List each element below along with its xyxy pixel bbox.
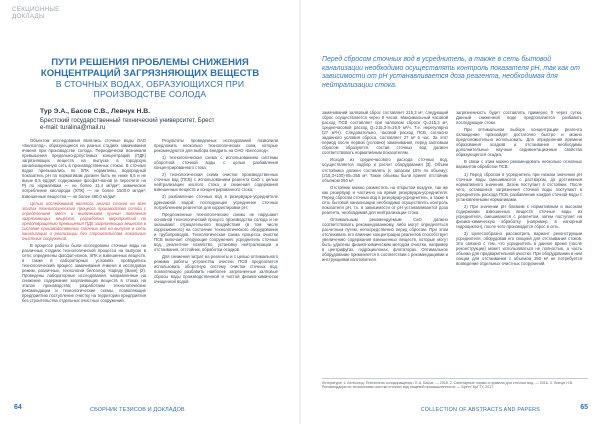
- authors: Тур Э.А., Басов С.В., Левчук Н.В.: [40, 108, 151, 115]
- section-tag: СЕКЦИОННЫЕ ДОКЛАДЫ: [12, 6, 60, 21]
- paragraph: 1) Перед сбросом в усреднитель при низком значении pH сточные воды смешиваются с раствором, до достижения нормативного значения. Затем поступает в отстойник. После чего, оставшиеся загрязнения сточной воды поступают в усреднитель расхода ПСВ, разбавление каждой сточной воды с установленными нормативами.: [456, 171, 582, 202]
- left-column-1: [22, 138, 146, 306]
- paragraph: Результаты проведенных исследований позволили предложить несколько технологических схем, которые рекомендуются для выбора внедрить на ОАО «Белсолод»:: [154, 138, 278, 154]
- right-column-2: [456, 110, 582, 268]
- footer-text: СБОРНИК ТЕЗИСОВ И ДОКЛАДОВ: [90, 407, 185, 413]
- pull-quote: Перед сбросом сточных вод в усреднитель, а также в сеть бытовой канализации необходимо осуществлять контроль показателя pH, так как от зависимости от pH устанавливается доза реагента, необходимая для нейтрализации стока.: [322, 56, 580, 89]
- paragraph: Для снижения затрат на реагенты и с целью оптимального режима работы устроиства очистки ПСВ предлагается использовать оборотную систему очистки сточных вод, позволяющую разбавить наиболее загрязненные залповые сбросы воды производственной и чистой физико-химически очищенной водой.: [154, 253, 278, 285]
- paragraph: При оптимальном выборе концентрации реагента охлаждение произойдет достаточно быстро и можно предположительно использовать. Для определения времени образования осадков и отстаивания необходимы дополнительные научные седиментационные свойства образующегося осадка.: [456, 127, 582, 158]
- page-number: 64: [14, 404, 22, 411]
- affiliation: Брестский государственный технический университет, Брест: [40, 117, 215, 124]
- paragraph: 2) При значении pH близким к нормативным и высоком содержании взвешенных веществ сточные воды из усреднителя, смешиваются с реагентом, затем поступает на физико-химическую обработку (например, в напорный гидроциклон), после чего производится сброс в сеть.: [456, 203, 582, 229]
- paragraph: 2) технологическая схема очистки производственных сточных вод (ПСВ) с использованием реагента CaO с целью нейтрализации кислого стока и снижения содержания взвешенных веществ и концентрированного стока;: [154, 172, 278, 193]
- paragraph: Предложенные технологические схемы не нарушают основной технологический процесс производства солода и не оказывают отрицательного воздействия (в том числе коррозионного) на состояние технологического оборудования и трубопроводов. Технологическая схема процесса очистки ПСВ включает следующие сооружения: усреднитель сточных вод, реагентное хозяйство, установку нейтрализации и отстаивания, отстойник, обработки осадков.: [154, 211, 278, 252]
- affiliation-block: [40, 117, 260, 131]
- paragraph: Отстойник можно разместить на открытом воздухе, так же как резервуар и частично на время резервуара-усреднителя. Перед сбросом сточных вод в резервуар-усреднитель, а также в сеть бытовой канализации необходимо осуществлять контроль показателя pH, т.к. в зависимости от pH устанавливается доза реагента, необходимая для нейтрализации стока.: [322, 184, 448, 215]
- paragraph: 3) Целесообразно рассмотреть вариант реконструкции усреднителя, оборудовав его секцией для отстаивания стоков. Это связано с тем, что усреднитель в данное время (после реконструкции) может использоваться не полностью, а часть объема для предварительной очистки. При оборудовании в нем секции для отстаивания с объемом 250 м³ не потребуется возведение отдельных очистных сооружений.: [456, 231, 582, 267]
- right-column-1: [322, 110, 448, 264]
- footnote: Литература: 1. Белсолод. Технология солодоращения / Е.А. Басов. — 2018. 2. Санитарные нормы и правила для сточных вод. — 2016. 3. Левчук Н.В. Рекомендации по технологиям очистки сточных вод пищевой промышленности. — Брест, БрГТУ, 2017.: [322, 378, 588, 389]
- paragraph-highlight: Целью исследований являлось анализ стоков на всех этапах технологического процесса производства солода с определением мест и выявлением причин появления загрязняющих веществ, разработка мероприятий по предотвращению превышения ПДК загрязняющих веществ в системе производственных сточных вод на выпуске в сеть канализации и реализации без строительства локальных очистных сооружений.: [22, 200, 146, 241]
- email: e-mail: turalina@mail.ru: [40, 124, 106, 132]
- page-number: 65: [580, 404, 588, 411]
- left-column-2: [154, 138, 278, 286]
- paragraph: замачиваний залповый сброс составляет 215,3 м³, следующий сброс осуществляется через 8 часов. Максимальный часовой расход ПСВ составляет при залповом сбросе Q=215,3 м³, среднечасовой расход Q=215,3·8=26,9 м³/ч. Т.е. нерегулярно (27 м³/ч). Следовательно, часовой расход ПСВ, согласно заданного условия сброса, составляет 27 м³ в час. За этот период после первой (условно) замачивания, перед залповым сбросом образуются, состав сточных вод должен соответствовать нормативным показателям.: [322, 110, 448, 156]
- article-title: ПУТИ РЕШЕНИЯ ПРОБЛЕМЫ СНИЖЕНИЯ КОНЦЕНТРАЦИЙ ЗАГРЯЗНЯЮЩИХ ВЕЩЕСТВ: [40, 57, 260, 79]
- paragraph: Оптимальным рекомендуемым CaO должно соответствовать рекомендованному, либо могут определяться расчетным путем, непосредственно перед сбросом. При этом отслеживать его влияние концентрации реагентов способствует увеличению содержания взвешенных веществ, которые могут быть удалены физико-химическим методом очистки, например в центрифугах, гидроциклонах, флотаторах. Оптимальное оборудование применяется в соответствии с рекомендациями и инструкциями изготовителя.: [322, 216, 448, 263]
- paragraph: загрязненность будет составлять примерно 0 через сутки. Данный сниженной воде предполагается разбавить последующие стоки.: [456, 110, 582, 126]
- footer-text: COLLECTION OF ABSTRACTS AND PAPERS: [420, 407, 540, 413]
- article-subtitle: В СТОЧНЫХ ВОДАХ, ОБРАЗУЮЩИХСЯ ПРИ ПРОИЗВОДСТВЕ СОЛОДА: [55, 79, 245, 99]
- paragraph: Объектом исследования являлись сточные воды ОАО «Белсолод», образующиеся на разных стадиях замачивания ячменя при производстве солода. Периодически возникали превышения предельно-допустимых концентраций (ПДК) загрязняющих веществ на выпуске в городскую канализационную сеть в производственных стоках. В сточных водах превышались по ХПК нормативы, водородный показатель pH по нормативам должен быть не ниже 6,5 и не выше 8,5 ед/дм³; содержание фосфат-ионов (в пересчете на P) по нормативам — не более 11,4 мг/дм³; химическое потребление кислорода (ХПК) — не более 1500,0 мг/дм³; взвешенные вещества — не более 480,0 мг/дм³.: [22, 138, 146, 199]
- paragraph: 1) технологическая схема с использованием системы оборотной сточной воды с целью разбавления концентрированного стока;: [154, 155, 278, 171]
- paragraph: В процессе работы были исследованы сточные воды на различных стадиях технологической процесса на выпуске в сети; определены фосфат-ионов, ХПК и взвешенных веществ, в также в лабораторных условиях проводились технологический процесс замачивания ячменя и исследован режим, различных, технологии белсолод. Наряду [Ванн] (2). Проведены лабораторные исследования, направленные на снижение содержания загрязняющих веществ в стоках на этапах производства; разработаны технологические рекомендации и технологические схемы, позволяющие предприятию поступление очистку на территории предприятия без строительства отдельных очистных сооружений.: [22, 242, 146, 304]
- paragraph: Исходя из среднечасового расхода сточных вод, осуществляется подбор и расчет оборудования [3]. Объем отстойника должен составлять (с запасом 15% по объему): (215,3+100)·85=255 м³. Такие объемы были принят отстойник объемом 250 м³.: [322, 157, 448, 183]
- right-page: [300, 0, 600, 424]
- paragraph: В связи с этим можно рекомендовать несколько основных вариантов обработки ПСВ:: [456, 159, 582, 170]
- paragraph: 3) разбавление сточных вод в резервуаре-усреднителе дренажной водой; последующее усреднение сточных потреблением реагентов для корректировки pH;: [154, 194, 278, 210]
